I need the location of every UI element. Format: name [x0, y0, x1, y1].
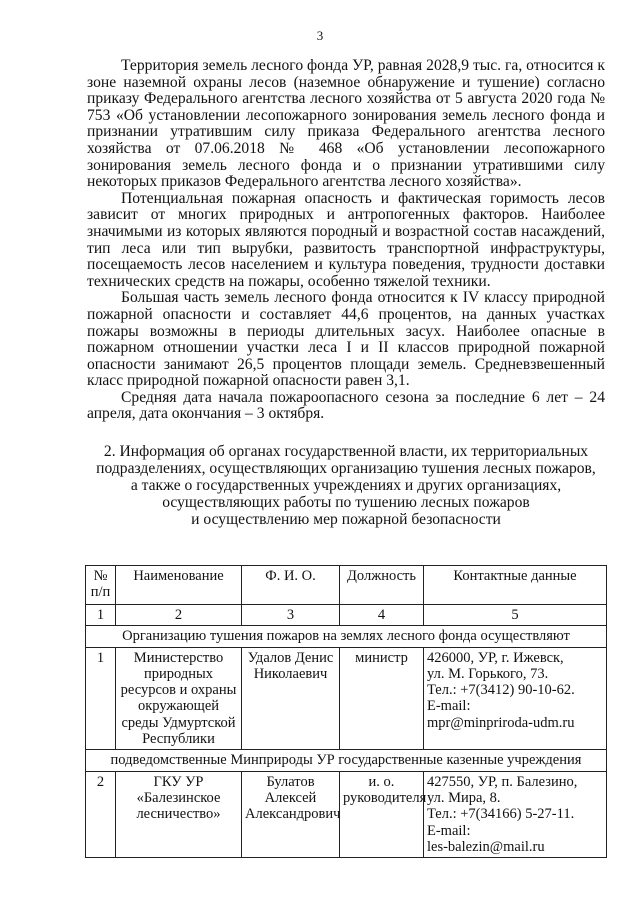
- table-row: [86, 647, 607, 750]
- group-title-organizers: Организацию тушения пожаров на землях лесного фонда осуществляют: [86, 626, 607, 647]
- person-name: Удалов Денис Николаевич: [242, 647, 340, 750]
- contact-address: 427550, УР, п. Балезино,: [427, 773, 578, 790]
- person-name: Булатов Алексей Александрович: [242, 771, 340, 857]
- contact-address: 426000, УР, г. Ижевск,: [427, 649, 564, 666]
- column-index: 3: [242, 605, 340, 626]
- table-group-row: [86, 750, 607, 771]
- section-title-line: осуществляющих работы по тушению лесных пожаров: [162, 493, 530, 511]
- row-number: 2: [86, 771, 116, 857]
- organization-name: ГКУ УР «Балезинское лесничество»: [116, 771, 242, 857]
- contact-details: [424, 647, 607, 750]
- column-index: 4: [340, 605, 424, 626]
- document-body: [87, 58, 605, 529]
- contact-phone: Тел.: +7(34166) 5-27-11.: [427, 806, 575, 823]
- header-contacts: Контактные данные: [424, 566, 607, 605]
- section-title-line: подразделениях, осуществляющих организацию тушения лесных пожаров,: [96, 459, 596, 477]
- person-position: министр: [340, 647, 424, 750]
- column-index: 1: [86, 605, 116, 626]
- column-index: 2: [116, 605, 242, 626]
- table-group-row: [86, 626, 607, 647]
- paragraph-forest-zone: Территория земель лесного фонда УР, равная 2028,9 тыс. га, относится к зоне наземной охраны лесов (наземное обнаружение и тушение) согласно приказу Федерального агентства лесного хозяйства от 5 августа 2020 года № 753 «Об установлении лесопожарного зонирования земель лесного фонда и признании утратившим силу приказа Федерального агентства лесного хозяйства от 07.06.2018 № 468 «Об установлении лесопожарного зонирования земель лесного фонда и о признании утратившими силу некоторых приказов Федерального агентства лесного хозяйства».: [87, 57, 605, 191]
- organization-name: Министерство природных ресурсов и охраны окружающей среды Удмуртской Республики: [116, 647, 242, 750]
- column-index: 5: [424, 605, 607, 626]
- section-title: [87, 444, 605, 529]
- paragraph-hazard-class: Большая часть земель лесного фонда относится к IV классу природной пожарной опасности и составляет 44,6 процентов, на данных участках пожары возможны в периоды длительных засух. Наиболее опасные в пожарном отношении участки леса I и II классов природной пожарной опасности занимают 26,5 процентов площади земель. Средневзвешенный класс природной пожарной опасности равен 3,1.: [87, 289, 605, 390]
- contacts-table: [85, 565, 607, 858]
- table-header-row: [86, 566, 607, 605]
- header-num: № п/п: [86, 566, 116, 605]
- section-title-line: а также о государственных учреждениях и других организациях,: [130, 476, 562, 494]
- contact-email: mpr@minpriroda-udm.ru: [427, 714, 575, 731]
- contact-email: les-balezin@mail.ru: [427, 838, 545, 855]
- table-index-row: [86, 605, 607, 626]
- contact-street: ул. Мира, 8.: [427, 789, 501, 806]
- contact-email-label: E-mail:: [427, 698, 471, 715]
- header-name: Наименование: [116, 566, 242, 605]
- table-row: [86, 771, 607, 857]
- header-position: Должность: [340, 566, 424, 605]
- contact-details: [424, 771, 607, 857]
- section-title-line: и осуществлению мер пожарной безопасности: [191, 510, 501, 528]
- paragraph-season-dates: Средняя дата начала пожароопасного сезона за последние 6 лет – 24 апреля, дата окончания – 3 октября.: [87, 388, 605, 423]
- header-fio: Ф. И. О.: [242, 566, 340, 605]
- contact-street: ул. М. Горького, 73.: [427, 665, 549, 682]
- contact-phone: Тел.: +7(3412) 90-10-62.: [427, 682, 575, 699]
- contact-email-label: E-mail:: [427, 822, 471, 839]
- paragraph-fire-hazard: Потенциальная пожарная опасность и фактическая горимость лесов зависит от многих природных и антропогенных факторов. Наиболее значимыми из которых являются породный и возрастной состав насаждений, тип леса или тип вырубки, развитость транспортной инфраструктуры, посещаемость лесов населением и культура поведения, трудности доставки технических средств на пожары, особенно тяжелой техники.: [87, 189, 605, 290]
- page-number: 3: [316, 28, 324, 43]
- row-number: 1: [86, 647, 116, 750]
- section-title-line: 2. Информация об органах государственной власти, их территориальных: [103, 443, 589, 461]
- group-title-subordinate: подведомственные Минприроды УР государственные казенные учреждения: [86, 750, 607, 771]
- person-position: и. о. руководителя: [340, 771, 424, 857]
